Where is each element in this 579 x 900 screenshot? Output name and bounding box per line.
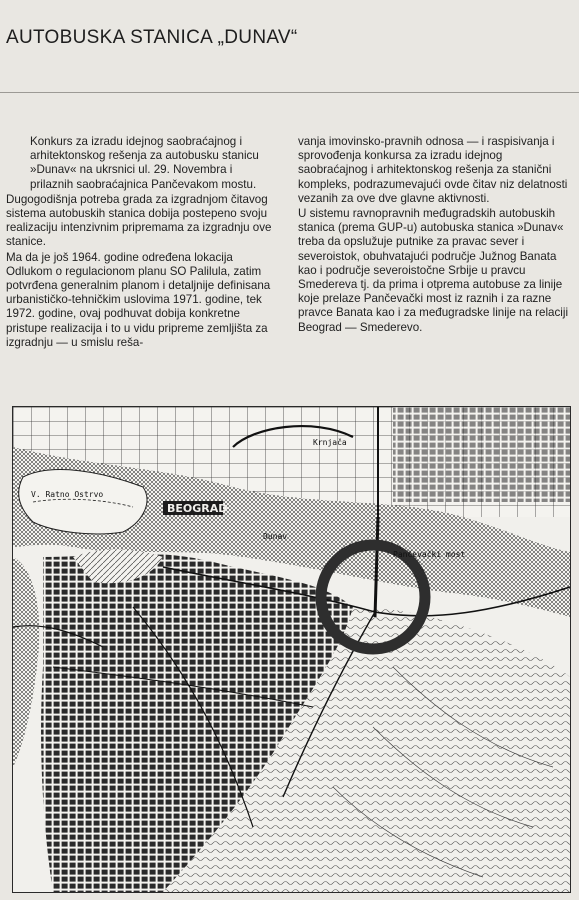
sava-river [13, 557, 39, 767]
paragraph-left-1: Konkurs za izradu idejnog saobraćajnog i arhitektonskog rešenja za autobusku stanicu »Dunav« na ukrsnici ul. 29. Novembra i prilaznih saobraćajnica Pančevakom mostu. [30, 135, 259, 191]
paragraph-left-2: Dugogodišnja potreba grada za izgradnjom čitavog sistema autobuskih stanica dobija postepeno svoju realizaciju intenzivnim pripremama za izgradnju ove stanice. [6, 192, 272, 249]
paragraph-right-1: vanja imovinsko-pravnih odnosa — i raspisivanja i sprovođenja konkursa za izradu idejnog saobraćajnog i arhitektonskog rešenja za stanični kompleks, podrazumevajući ovde čitav niz delatnosti vezanih za ove dve glavne aktivnosti. [298, 135, 568, 205]
paragraph-right-2: U sistemu ravnopravnih međugradskih autobuskih stanica (prema GUP-u) autobuska stanica »Dunav« treba da opslužuje putnike za pravac sever i severoistok, obuhvatajući područje Južnog Banata kao i područje severoistočne Srbije u pravcu Smedereva tj. da prima i otprema autobuse za linije koje prelaze Pančevački most iz raznih i za razne pravce Banata kao i za međugradske linije na relaciji Beograd — Smederevo. [298, 207, 569, 334]
island-label: V. Ratno Ostrvo [31, 490, 104, 499]
article-column-left [6, 135, 278, 350]
paragraph-left-3: Ma da je još 1964. godine određena lokacija Odlukom o regulacionom planu SO Palilula, zatim potvrđena generalnim planom i detaljnije definisana urbanističko-tehničkim uslovima 1971. godine, tek 1972. godine, ovaj podhuvat dobija konkretne pristupe realizacija i to u vidu pripreme zemljišta za izgradnju — u smislu reša- [6, 250, 271, 349]
article-column-right [298, 135, 570, 335]
city-map [12, 406, 571, 893]
title-band [0, 0, 579, 93]
city-map-svg [13, 407, 570, 892]
street-label: Pančevački most [393, 550, 466, 559]
page-title: AUTOBUSKA STANICA „DUNAV“ [6, 27, 298, 48]
north-label: Krnjača [313, 438, 347, 447]
city-label: BEOGRAD [167, 502, 228, 515]
river-label: Dunav [263, 532, 288, 541]
krnjaca-settlement [393, 407, 570, 502]
